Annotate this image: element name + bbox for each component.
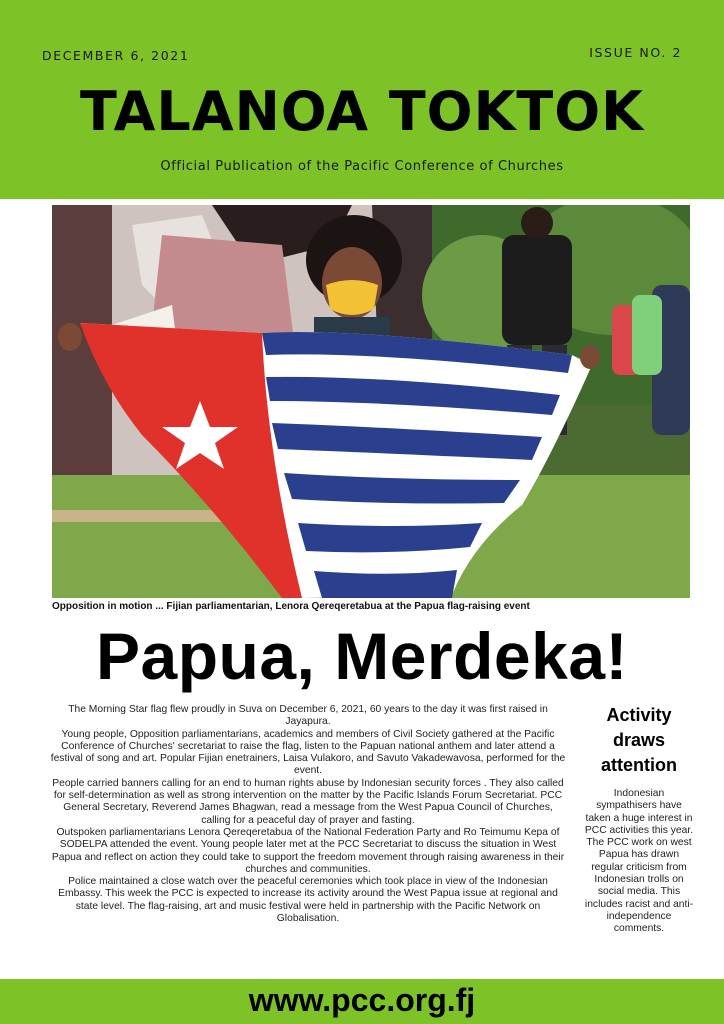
publication-title: TALANOA TOKTOK [79,80,645,143]
sidebar [584,703,694,936]
publication-subtitle: Official Publication of the Pacific Conference of Churches [160,159,564,174]
masthead [0,0,724,199]
cover-photo [52,205,690,598]
website-link[interactable]: www.pcc.org.fj [248,982,476,1018]
issue-number: ISSUE NO. 2 [589,45,682,60]
flag-raising-photo [52,205,690,598]
sidebar-headline: Activity draws attention [601,705,677,775]
issue-date: DECEMBER 6, 2021 [42,48,190,63]
article-headline: Papua, Merdeka! [95,619,629,693]
sidebar-body: Indonesian sympathisers have taken a huge interest in PCC activities this year. The PCC work on west Papua has drawn regular criticism from Indonesian trolls on social media. This includes racist and anti-independence comments. [584,788,694,935]
article-paragraph: The Morning Star flag flew proudly in Suva on December 6, 2021, 60 years to the day it was first raised in Jayapura. [68,704,548,728]
photo-caption: Opposition in motion ... Fijian parliamentarian, Lenora Qereqeretabua at the Papua flag-raising event [52,601,530,612]
article-paragraph: Outspoken parliamentarians Lenora Qereqeretabua of the National Federation Party and Ro Teimumu Kepa of SODELPA attended the event. Young people later met at the PCC Secretariat to discuss the situation in West Papua and reflect on action they could take to support the freedom movement through raising awareness in their churches and communities. [51,826,565,875]
article-paragraph: Police maintained a close watch over the peaceful ceremonies which took place in view of the Indonesian Embassy. This week the PCC is expected to increase its activity around the West Papua issue at regional and state level. The flag-raising, art and music festival were held in partnership with the Pacific Network on Globalisation. [58,876,558,925]
article-paragraph: Young people, Opposition parliamentarians, academics and members of Civil Society gathered at the Pacific Conference of Churches' secretariat to raise the flag, listen to the Papuan national anthem and later attend a festival of song and art. Popular Fijian enetrainers, Laisa Vulakoro, and Savuto Vakadewavosa, performed for the event. [50,728,566,777]
article-body [48,704,568,925]
article-paragraph: People carried banners calling for an end to human rights abuse by Indonesian security forces . They also called for self-determination as well as strong intervention on the matter by the Pacific Islands Forum Secretariat. PCC General Secretary, Reverend James Bhagwan, read a message from the West Papua Council of Churches, calling for a peaceful day of prayer and fasting. [52,777,564,826]
